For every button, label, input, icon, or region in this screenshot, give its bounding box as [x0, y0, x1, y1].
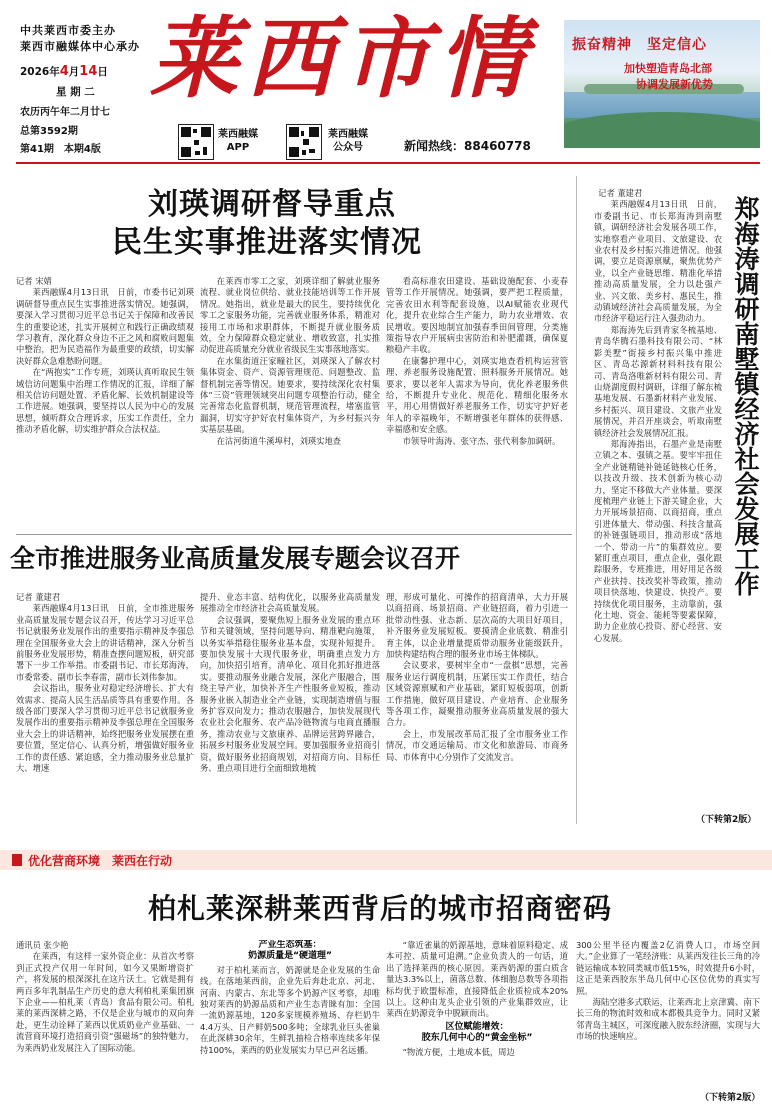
news-hotline [404, 137, 531, 154]
app-qr-code [178, 124, 214, 160]
article3-body [594, 188, 722, 812]
sponsor-line-2: 莱西市融媒体中心承办 [20, 40, 140, 53]
article4-paragraph: 在莱西，有这样一家外资企业：从首次考察到正式投产仅用一年时间，如今又果断增资扩产，将发展的根深深扎在这片沃土。它就是拥有两百多年乳制品生产历史的意大利柏札莱集团旗下企业——柏札莱（青岛）食品有限公司。柏札莱的莱西深耕之路，不仅是企业与城市的双向奔赴，更生动诠释了莱西以优质奶业产业基础、一流营商环境打造招商引资“强磁场”的独特魅力，为莱西奶业发展注入了国际动能。 [16, 951, 194, 1053]
banner-sub-2: 协调发展新优势 [636, 78, 713, 91]
hotline-label: 新闻热线： [404, 139, 465, 153]
article4-paragraph: 300公里半径内覆盖2亿消费人口，市场空间大。”企业算了一笔经济账：从莱西发往长三角的冷链运输成本较同类城市低15%，时效提升6小时，这正是莱西胶东半岛几何中心区位优势的真实写照。 [576, 940, 760, 996]
article1-headline-line1: 刘瑛调研督导重点 [148, 187, 396, 222]
article4-continued: （下转第2版） [700, 1093, 761, 1103]
issue-total: 总第3592期 [20, 126, 78, 137]
date-suffix: 日 [97, 66, 108, 78]
section-bar [0, 850, 772, 870]
article2-column-3 [386, 592, 568, 844]
article1-paragraph: 在“两抱实”工作专班，刘瑛认真听取民生领域信访问题集中治理工作情况的汇报，详细了解相关信访问题处置、矛盾化解、长效机制建设等工作进展。她强调，要坚持以人民为中心的发展思想，倾听群众合理诉求，压实工作责任，全力推动矛盾化解，切实维护群众合法权益。 [16, 367, 194, 435]
app-label-line2: APP [226, 142, 250, 153]
article4-column-4 [576, 940, 760, 1086]
date-month: 4 [59, 64, 69, 79]
hotline-number: 88460778 [464, 139, 531, 153]
sponsor-line-1: 中共莱西市委主办 [20, 24, 116, 37]
article2-headline: 全市推进服务业高质量发展专题会议召开 [10, 544, 461, 573]
article2-paragraph: 理，形成可量化、可操作的招商清单，大力开展以商招商、场景招商、产业链招商，着力引进一批带动性强、业态新、层次高的大项目好项目，补齐服务业发展短板。要摸清企业底数、精准引育主体，以企业增量提质带动服务业能级跃升，加快构建结构合理的服务业市场主体梯队。 [386, 592, 568, 660]
article3-paragraph: 郑海涛先后到青家冬梳基地、青岛华腾石墨科技有限公司、“林影美墅”街接乡村振兴集中推进区、青岛芯源新材料科技有限公司、青岛洛唯新材料有限公司、青山烧湖度假村调研，详细了解东梳基地发展、石墨新材料产业发展、乡村振兴、项目建设、文旅产业发展情况，并召开座谈会，听取南墅镇经济社会发展情况汇报。 [594, 324, 722, 438]
banner-shore [564, 112, 760, 148]
article1-paragraph: 在水集街道汪家疃社区，刘瑛深入了解农村集体资金、资产、资源管理规范、问题整改、监督机制完善等情况。她要求，要持续深化农村集体“三资”管理领域突出问题专项整治行动，健全完善常态化监督机制，规范管理流程，堵塞监管漏洞，切实守护好农村集体资产，为乡村振兴夯实基层基础。 [200, 355, 380, 435]
article2-paragraph: 莱西融媒4月13日讯 日前，全市推进服务业高质量发展专题会议召开，传达学习习近平总书记就服务业发展作出的重要指示精神及李强总理在全国服务业大会上的讲话精神，深入分析当前服务业发展形势，精准查摆问题短板，研究部署下一步工作举措。市委副书记、市长郑海涛，市委常委、副市长李春雷，副市长刘伟参加。 [16, 603, 194, 682]
article3-headline: 郑海涛调研南墅镇经济社会发展工作 [731, 196, 760, 596]
article2-byline: 记者 董建君 [16, 592, 61, 602]
article1-paragraph: 看高标准农田建设、基础设施配套、小麦春管等工作开展情况。她强调，要严把工程质量，完善农田水利等配套设施，以AI赋能农业现代化，提升农业综合生产能力，助力农业增效、农民增收。要因地制宜加强春季田间管理，分类施策指导农户开展病虫害防治和补肥灌溉，确保夏粮稳产丰收。 [386, 276, 568, 355]
article4-column-3 [386, 940, 568, 1100]
article2-paragraph: 提升、业态丰富、结构优化，以服务业高质量发展推动全市经济社会高质量发展。 [200, 592, 380, 614]
article1-paragraph: 在康馨护理中心，刘瑛实地查看机构运营管理、养老服务设施配置、照料服务开展情况。她要求，要以老年人需求为导向，优化养老服务供给，不断提升专业化、规范化、精细化服务水平，用心用情做好养老服务工作，切实守护好老年人的幸福晚年，不断增强老年群体的获得感、幸福感和安全感。 [386, 355, 568, 435]
article2-column-2 [200, 592, 380, 844]
banner-slogan: 振奋精神 坚定信心 [572, 37, 707, 53]
wechat-label-line2: 公众号 [333, 142, 363, 153]
section-bar-title: 优化营商环境 莱西在行动 [28, 854, 173, 868]
article2-paragraph: 会上，市发展改革局汇报了全市服务业工作情况，市交通运输局、市文化和旅游局、市商务局、市体育中心分别作了交流发言。 [386, 728, 568, 762]
date-day: 14 [79, 64, 98, 79]
article4-paragraph: 对于柏札莱而言，奶源就是企业发展的生命线。在落地莱西前，企业先后奔赴北京、河北、河南、内蒙古、东北等多个奶源产区考察，却唯独对莱西的奶源品质和产业生态青睐有加：全国一流奶源基地，120多家规模养殖场、存栏奶牛4.4万头、日产鲜奶500多吨；全球乳业巨头雀巢在此深耕30余年，生鲜乳抽检合格率连续多年保持100%，莱西的奶业发展实力早已声名远播。 [200, 964, 380, 1055]
article1-paragraph: 在莱西市零工之家，刘瑛详细了解就业服务流程、就业岗位供给、就业技能培训等工作开展情况。她指出，就业是最大的民生，要持续优化零工之家服务功能，完善就业服务体系，精准对接用工市场和求职群体，不断提升就业服务质效，全力保障群众稳定就业、增收致富，扎实推动促进高质量充分就业省级民生实事落地落实。 [200, 276, 380, 355]
article4-subhead-2a: 区位赋能增效： [445, 1021, 509, 1032]
article4-headline: 柏札莱深耕莱西背后的城市招商密码 [148, 892, 613, 925]
article2-paragraph: 会议强调，要聚焦短上服务业发展的重点环节和关键领域，坚持问题导向、精准靶向施策，以务实举措稳住服务业基本盘，实现补短提升。要加快发展十大现代服务业，明确重点发力方向，加快招引培育，清单化、项目化抓好推进落实。要推动服务业融合发展，深化产服融合，围绕主导产业，加快补齐生产性服务业短板，推动服务业嵌入制造业全产业链，实现制造增值与服务扩容双向发力；推动农服融合，加快发展现代农业社会化服务、农产品冷链物流与电商直播服务，推动农业与文旅康养、品牌运营跨界融合，拓展乡村服务业发展空间。要加强服务业招商引资，做好服务业招商规划，对招商方向、目标任务、重点项目进行全面细致地梳 [200, 614, 380, 774]
wechat-qr-code [286, 124, 322, 160]
article4-subhead-1a: 产业生态筑基： [258, 940, 322, 950]
article4-subhead-2b: 胶东几何中心的“黄金坐标” [421, 1033, 533, 1044]
article4-byline: 通讯员 张少艳 [16, 940, 69, 950]
date-mid: 月 [68, 66, 80, 78]
masthead [0, 0, 772, 160]
article4-paragraph: “靠近雀巢的奶源基地，意味着原料稳定、成本可控、质量可追溯。”企业负责人的一句话，道出了选择莱西的核心原因。莱西奶源的蛋白质含量达3.3%以上，菌落总数、体细胞总数等各项指标均优于欧盟标准，直接降低企业质检成本20%以上。这种由龙头企业引领的产业集群效应，让莱西在奶源竞争中脱颖而出。 [386, 940, 568, 1019]
article1-paragraph: 市领导叶海涛、张守杰、张代利参加调研。 [402, 435, 561, 446]
article3-paragraph: 莱西融媒4月13日讯 日前，市委副书记、市长郑海涛到南墅镇，调研经济社会发展各项工作，实地察看产业项目、文旅建设、农业农村及乡村振兴推进情况。他强调，要立足资源禀赋，聚焦优势产业，以全产业链思维、精准化举措推动高质量发展，全力以赴强产业、兴文旅、美乡村、惠民生，推动镇域经济社会高质量发展，为全市经济平稳运行注入强劲动力。 [594, 199, 722, 324]
article1-headline-line2: 民生实事推进落实情况 [112, 225, 422, 260]
article4-column-1 [16, 940, 194, 1100]
article4-column-2 [200, 940, 380, 1100]
article3-paragraph: 郑海涛指出，石墨产业是南墅立镇之本、强镇之基。要牢牢扭住全产业链精链补链延链核心任务，以技改升级、技术创新为核心动力，坚定不移做大产业体量。要深度梳理产业链上下游关键企业，大力开展场景招商、以商招商，重点引进体量大、带动强、科技含量高的补链强链项目，推动形成“落地一个、带动一片”的集群效应。要紧盯重点项目，重点企业，强化跟踪服务，专班推进，用好用足各级产业扶持、技改奖补等政策，推动项目快落地、快建设、快投产。要持续优化项目服务，主动靠前，强化土地、资金、能耗等要素保障，助力企业放心投资、舒心经营、安心发展。 [594, 438, 722, 643]
column-divider [576, 176, 577, 824]
article4-paragraph: 海陆空港多式联运，让莱西北上京津冀、南下长三角的物流时效和成本都极具竞争力。同时又紧邻青岛主城区，可深度融入胶东经济圈，实现与大市场的快速响应。 [576, 997, 760, 1042]
article3-continued: （下转第2版） [696, 815, 757, 825]
masthead-rule [16, 162, 760, 164]
issue-date [20, 64, 108, 79]
issue-period: 第41期 本期4版 [20, 144, 101, 155]
lunar-date: 农历丙午年二月廿七 [20, 107, 110, 118]
article1-column-1 [16, 276, 194, 546]
article3-byline: 记者 董建君 [598, 188, 643, 198]
wechat-label-line1: 莱西融媒 [328, 129, 368, 140]
article1-paragraph: 莱西融媒4月13日讯 日前，市委书记刘瑛调研督导重点民生实事推进落实情况。她强调，要深入学习贯彻习近平总书记关于保障和改善民生的重要论述，扎实开展树立和践行正确政绩观学习教育，深化群众身边不正之风和腐败问题集中整治，把为民造福作为最重要的政绩，切实解决好群众急难愁盼问题。 [16, 287, 194, 366]
article1-byline: 记者 宋婧 [16, 276, 52, 286]
article2-column-1 [16, 592, 194, 844]
article2-paragraph: 会议指出，服务业对稳定经济增长、扩大有效需求、提高人民生活品质等具有重要作用。各级各部门要深入学习贯彻习近平总书记就服务业发展作出的重要指示精神及李强总理在全国服务业大会上的讲话精神，始终把服务业发展摆在重要位置，坚定信心、认真分析，增强做好服务业工作的责任感、紧迫感，全力推动服务业总量扩大、增速 [16, 683, 194, 774]
article4-paragraph: “物流方便，土地成本低，周边 [402, 1046, 515, 1057]
article1-column-2 [200, 276, 380, 546]
article4-subhead-1b: 奶源质量是“硬道理” [248, 951, 332, 962]
article1-column-3 [386, 276, 568, 546]
app-label [218, 128, 258, 154]
wechat-label [328, 128, 368, 154]
newspaper-title: 莱西市情 [150, 6, 535, 110]
section-bar-marker [12, 854, 22, 866]
article1-paragraph: 在沽河街道牛溪埠村，刘瑛实地查 [216, 435, 342, 446]
weekday: 星 期 二 [56, 86, 95, 98]
article-divider [16, 534, 572, 535]
date-prefix: 2026年 [20, 66, 60, 78]
article2-paragraph: 会议要求，要树牢全市“一盘棋”思想，完善服务业运行调度机制，压紧压实工作责任，结合区域资源禀赋和产业基础，紧盯短板弱项，创新工作措施，做好项目建设、产业培育、企业服务等各项工作，凝聚推动服务业高质量发展的强大合力。 [386, 660, 568, 728]
banner-image [564, 20, 760, 148]
banner-sub-1: 加快塑造青岛北部 [624, 62, 712, 75]
app-label-line1: 莱西融媒 [218, 129, 258, 140]
